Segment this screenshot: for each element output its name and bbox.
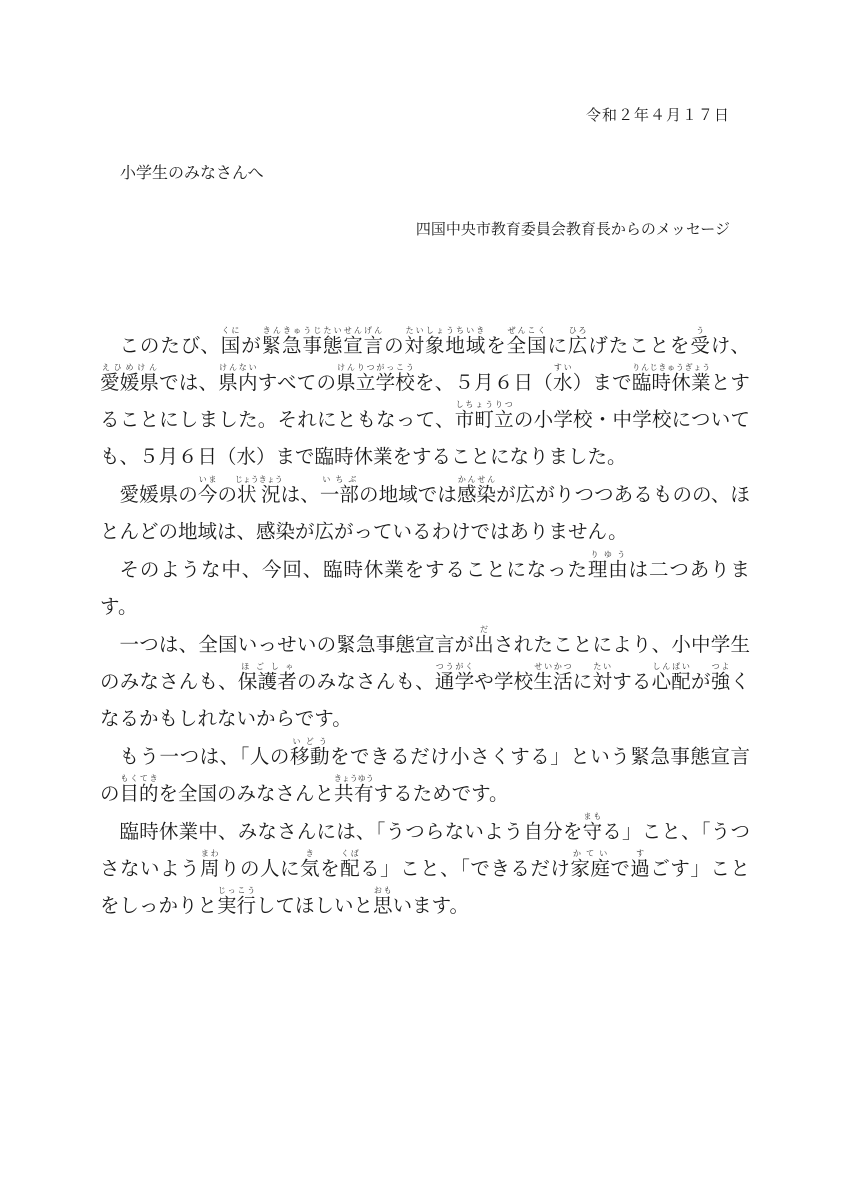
body-text: の小学校・中学校についても、５月６日（水）まで臨時休業をすることになりました。 <box>100 408 750 468</box>
ruby-word <box>220 326 242 357</box>
ruby-base-text: 対 <box>592 670 613 693</box>
ruby-word <box>261 326 385 357</box>
ruby-base-text: 感染 <box>456 483 497 506</box>
ruby-word <box>587 550 629 581</box>
ruby-word <box>336 363 415 394</box>
ruby-base-text: 緊急事態宣言 <box>261 334 385 357</box>
ruby-word <box>631 363 711 394</box>
body-text: ごす」ことをしっかりと <box>100 857 750 917</box>
body-text: を全国のみなさんと <box>158 782 335 805</box>
ruby-word <box>651 662 691 693</box>
body-text: が広がりつつあるものの、ほとんどの地域は、感染が広がっているわけではありません。 <box>100 483 750 543</box>
furigana-reading: かんせん <box>456 475 497 484</box>
body-text: されたことにより、小中学生のみなさんも、 <box>100 633 750 693</box>
ruby-word <box>200 849 221 880</box>
furigana-reading: しちょうりつ <box>454 400 514 409</box>
ruby-base-text: 臨時休業 <box>631 371 711 394</box>
ruby-base-text: 家庭 <box>570 857 611 880</box>
furigana-reading: つうがく <box>434 662 475 671</box>
body-text: してほしいと <box>256 894 374 917</box>
ruby-base-text: 一部 <box>319 483 360 506</box>
body-text: を <box>486 334 507 357</box>
body-text: げたことを <box>588 334 691 357</box>
ruby-base-text: 市町立 <box>454 408 514 431</box>
furigana-reading: せいかつ <box>533 662 573 671</box>
ruby-base-text: 今 <box>197 483 218 506</box>
furigana-reading: くば <box>340 849 360 858</box>
ruby-base-text: 出 <box>474 633 494 656</box>
furigana-reading: まわ <box>200 849 220 858</box>
ruby-word <box>456 475 497 506</box>
ruby-word <box>533 662 573 693</box>
ruby-base-text: 配 <box>340 857 361 880</box>
body-text: や学校 <box>474 670 534 693</box>
furigana-reading: きょうゆう <box>333 774 374 783</box>
ruby-base-text: 状況 <box>234 483 283 506</box>
body-text: りの人に <box>220 857 301 880</box>
furigana-reading: ほごしゃ <box>237 662 297 671</box>
message-paragraph <box>100 550 750 625</box>
ruby-base-text: 生活 <box>533 670 573 693</box>
furigana-reading: う <box>690 326 710 335</box>
body-text: ）まで <box>572 371 632 394</box>
message-paragraph <box>100 475 750 550</box>
body-text: のみなさんも、 <box>296 670 435 693</box>
ruby-word <box>234 475 283 506</box>
recipient-line: 小学生のみなさんへ <box>120 163 264 182</box>
ruby-base-text: 対象地域 <box>404 334 487 357</box>
ruby-word <box>582 812 603 843</box>
body-text: 一つは、全国いっせいの緊急事態宣言が <box>119 633 475 656</box>
ruby-word <box>567 326 589 357</box>
body-text: くなるかもしれないからです。 <box>100 670 750 730</box>
furigana-reading: けんりつがっこう <box>336 363 415 372</box>
body-text: は二つあります。 <box>100 558 750 618</box>
body-text: が <box>241 334 262 357</box>
furigana-reading: ぜんこく <box>506 326 547 335</box>
body-text: 臨時休業中、みなさんには、「うつらないよう自分を <box>119 820 583 843</box>
message-paragraph <box>100 625 750 737</box>
ruby-word <box>474 625 494 656</box>
furigana-reading: ひろ <box>567 326 588 335</box>
ruby-word <box>300 849 321 880</box>
furigana-reading: すい <box>552 363 573 372</box>
furigana-reading: じょうきょう <box>234 475 283 484</box>
ruby-word <box>570 849 611 880</box>
ruby-word <box>404 326 487 357</box>
furigana-reading: けんない <box>218 363 258 372</box>
body-text: を、５月６日（ <box>415 371 553 394</box>
ruby-base-text: 心配 <box>651 670 691 693</box>
body-text: このたび、 <box>119 334 221 357</box>
furigana-reading: おも <box>373 886 393 895</box>
ruby-word <box>217 886 257 917</box>
ruby-base-text: 移動 <box>289 745 331 768</box>
body-text: の <box>217 483 238 506</box>
furigana-reading: だ <box>474 625 494 634</box>
ruby-base-text: 周 <box>200 857 221 880</box>
ruby-base-text: 気 <box>300 857 321 880</box>
body-text: る」こと、「できるだけ <box>360 857 571 880</box>
ruby-base-text: 国 <box>220 334 242 357</box>
furigana-reading: つよ <box>710 662 731 671</box>
body-text: は、 <box>280 483 320 506</box>
body-text: もう一つは、「人の <box>119 745 290 768</box>
ruby-word <box>340 849 361 880</box>
furigana-reading: きんきゅうじたいせんげん <box>261 326 384 335</box>
document-date: 令和２年４月１７日 <box>585 106 730 124</box>
furigana-reading: しんぱい <box>651 662 691 671</box>
ruby-base-text: 共有 <box>333 782 374 805</box>
message-body <box>100 326 750 924</box>
ruby-word <box>434 662 475 693</box>
ruby-word <box>710 662 731 693</box>
ruby-base-text: 理由 <box>587 558 629 581</box>
furigana-reading: き <box>300 849 320 858</box>
ruby-base-text: 思 <box>373 894 393 917</box>
furigana-reading: りんじきゅうぎょう <box>631 363 711 372</box>
ruby-word <box>690 326 711 357</box>
body-text: とすることにしました。それにともなって、 <box>100 371 750 431</box>
furigana-reading: いま <box>197 475 218 484</box>
body-text: に <box>547 334 568 357</box>
body-text: で <box>610 857 631 880</box>
ruby-base-text: 受 <box>690 334 711 357</box>
body-text: をできるだけ小さくする」という緊急事態宣言の <box>100 745 750 805</box>
ruby-base-text: 広 <box>567 334 589 357</box>
ruby-word <box>592 662 613 693</box>
body-text: を <box>320 857 341 880</box>
furigana-reading: もくてき <box>119 774 159 783</box>
ruby-word <box>506 326 548 357</box>
ruby-base-text: 県立学校 <box>336 371 415 394</box>
body-text: います。 <box>392 894 470 917</box>
body-text: の <box>384 334 405 357</box>
sender-line: 四国中央市教育委員会教育長からのメッセージ <box>415 220 730 238</box>
ruby-base-text: 全国 <box>506 334 548 357</box>
furigana-reading: じっこう <box>217 886 257 895</box>
message-paragraph <box>100 737 750 812</box>
ruby-base-text: 過 <box>630 857 651 880</box>
ruby-word <box>197 475 218 506</box>
furigana-reading: いどう <box>289 737 330 746</box>
body-text: するためです。 <box>373 782 509 805</box>
ruby-base-text: 守 <box>582 820 603 843</box>
ruby-word <box>373 886 393 917</box>
ruby-word <box>630 849 651 880</box>
furigana-reading: す <box>630 849 650 858</box>
furigana-reading: まも <box>582 812 603 821</box>
message-paragraph <box>100 812 750 924</box>
body-text: すべての <box>257 371 337 394</box>
ruby-base-text: 保護者 <box>237 670 297 693</box>
furigana-reading: りゆう <box>587 550 628 559</box>
body-text: る」こと、「うつさないよう <box>100 820 750 880</box>
ruby-word <box>119 774 159 805</box>
furigana-reading: たいしょうちいき <box>404 326 486 335</box>
body-text: け、 <box>710 334 750 357</box>
furigana-reading: たい <box>592 662 612 671</box>
body-text: が <box>691 670 711 693</box>
ruby-word <box>100 363 160 394</box>
ruby-word <box>289 737 331 768</box>
message-paragraph <box>100 326 750 475</box>
ruby-base-text: 愛媛県 <box>100 371 160 394</box>
body-text: そのような中、今回、臨時休業をすることになった <box>119 558 588 581</box>
ruby-word <box>237 662 297 693</box>
ruby-base-text: 強 <box>710 670 731 693</box>
body-text: では、 <box>159 371 219 394</box>
body-text: に <box>572 670 593 693</box>
furigana-reading: かてい <box>570 849 610 858</box>
furigana-reading: えひめけん <box>100 363 159 372</box>
body-text: の地域では <box>359 483 457 506</box>
ruby-word <box>333 774 374 805</box>
ruby-word <box>552 363 573 394</box>
ruby-base-text: 通学 <box>434 670 475 693</box>
ruby-word <box>218 363 258 394</box>
ruby-word <box>319 475 360 506</box>
ruby-base-text: 県内 <box>218 371 258 394</box>
body-text: する <box>612 670 652 693</box>
ruby-base-text: 水 <box>552 371 573 394</box>
body-text: 愛媛県の <box>119 483 198 506</box>
furigana-reading: くに <box>220 326 241 335</box>
ruby-base-text: 実行 <box>217 894 257 917</box>
ruby-base-text: 目的 <box>119 782 159 805</box>
furigana-reading: いちぶ <box>319 475 359 484</box>
ruby-word <box>454 400 514 431</box>
